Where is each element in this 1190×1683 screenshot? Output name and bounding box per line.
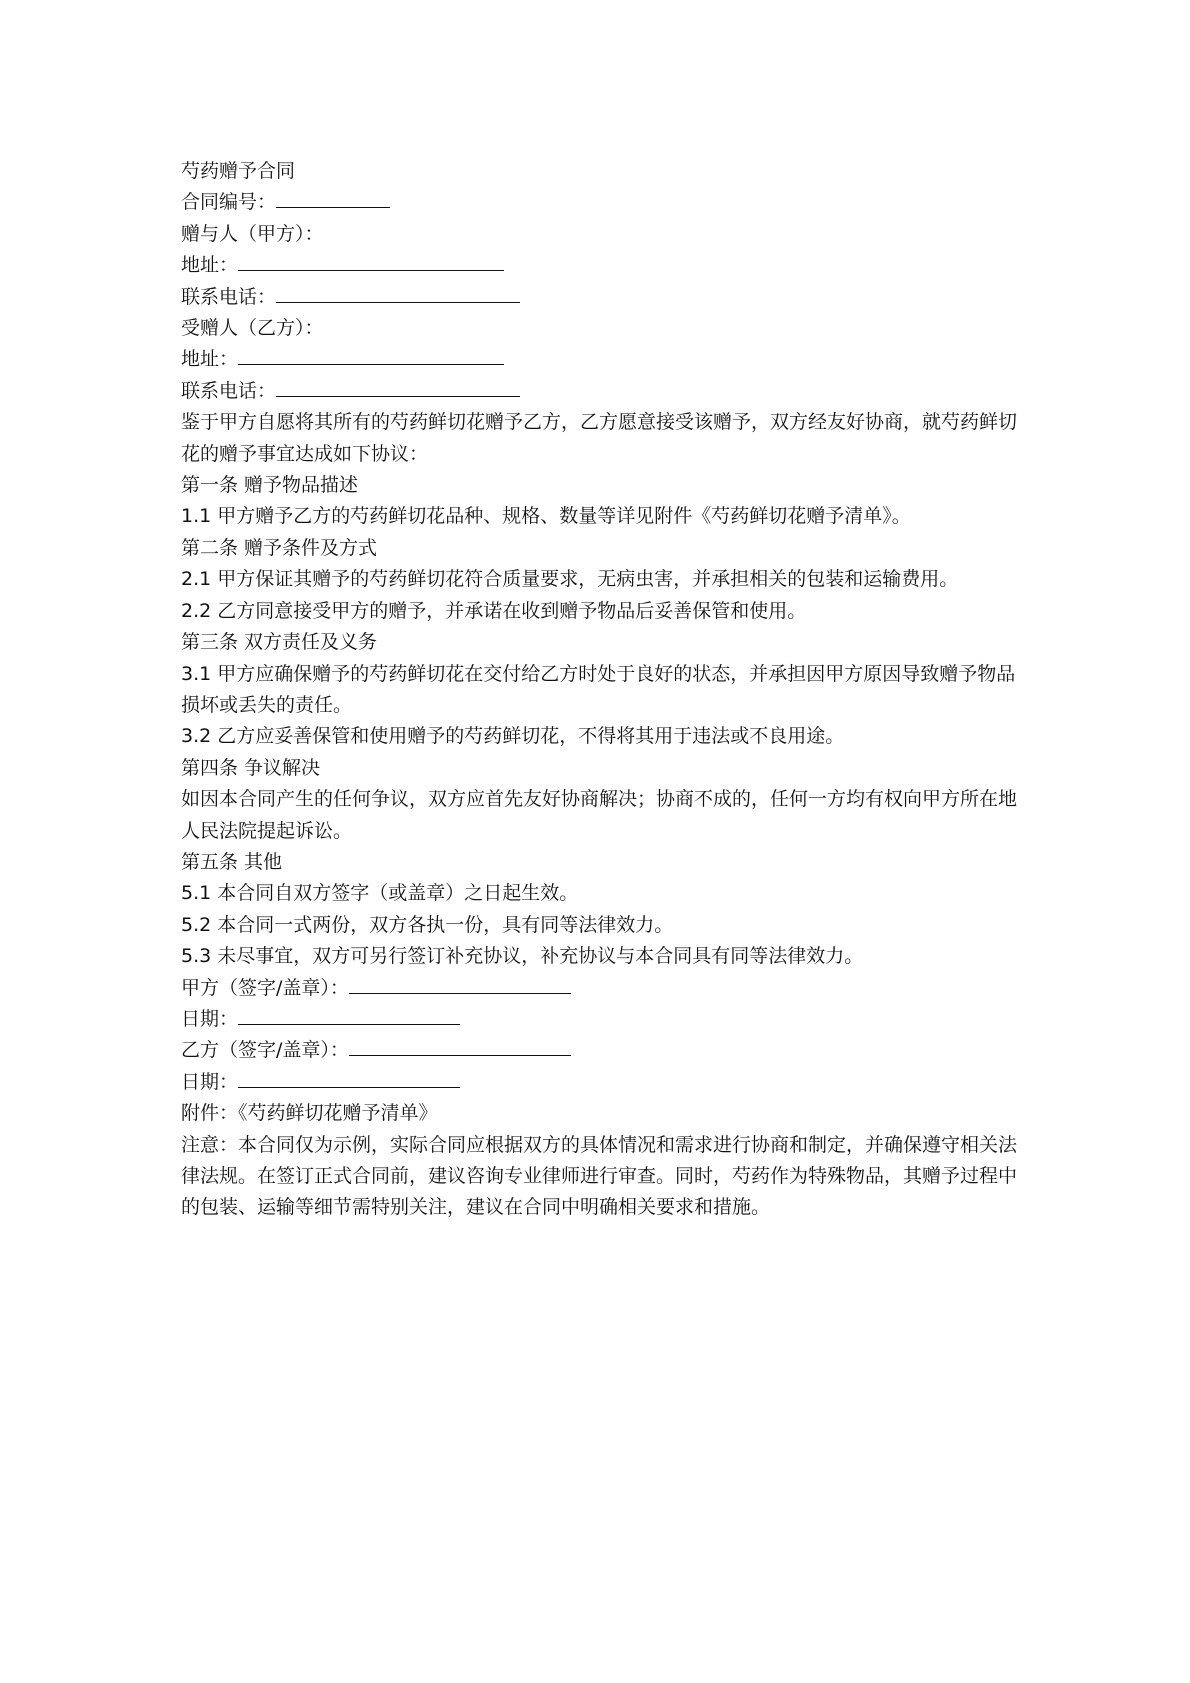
donor-address-row — [181, 250, 1021, 281]
article-1-heading: 第一条 赠予物品描述 — [181, 474, 359, 497]
clause-3-1: 3.1 甲方应确保赠予的芍药鲜切花在交付给乙方时处于良好的状态，并承担因甲方原因导致赠予物品损坏或丢失的责任。 — [181, 662, 1016, 716]
clause-5-2: 5.2 本合同一式两份，双方各执一份，具有同等法律效力。 — [181, 913, 674, 936]
donor-address-blank — [238, 250, 504, 271]
contract-number-blank — [276, 187, 390, 208]
clause-2-1: 2.1 甲方保证其赠予的芍药鲜切花符合质量要求，无病虫害，并承担相关的包装和运输费用。 — [181, 568, 959, 591]
party-a-signature-blank — [349, 973, 571, 994]
attachment-line: 附件：《芍药鲜切花赠予清单》 — [181, 1102, 438, 1125]
party-b-signature-row — [181, 1035, 1021, 1066]
party-b-signature-blank — [349, 1035, 571, 1056]
preamble: 鉴于甲方自愿将其所有的芍药鲜切花赠予乙方，乙方愿意接受该赠予，双方经友好协商，就芍药鲜切花的赠予事宜达成如下协议： — [181, 411, 1018, 465]
party-a-date-blank — [238, 1004, 460, 1025]
party-a-date-label: 日期： — [181, 1007, 239, 1030]
contract-number-label: 合同编号： — [181, 191, 277, 214]
recipient-phone-row — [181, 376, 1021, 407]
donor-address-label: 地址： — [181, 254, 239, 277]
contract-number-row — [181, 187, 1021, 218]
donor-heading: 赠与人（甲方）： — [181, 222, 324, 245]
recipient-address-blank — [238, 344, 504, 365]
party-b-signature-label: 乙方（签字/盖章）： — [181, 1039, 349, 1062]
article-3-heading: 第三条 双方责任及义务 — [181, 631, 378, 654]
clause-4-text: 如因本合同产生的任何争议，双方应首先友好协商解决；协商不成的，任何一方均有权向甲方所在地人民法院提起诉讼。 — [181, 788, 1018, 842]
party-a-date-row — [181, 1004, 1021, 1035]
contract-document — [181, 156, 1021, 1224]
donor-phone-label: 联系电话： — [181, 285, 277, 308]
clause-1-1: 1.1 甲方赠予乙方的芍药鲜切花品种、规格、数量等详见附件《芍药鲜切花赠予清单》。 — [181, 505, 911, 528]
article-4-heading: 第四条 争议解决 — [181, 756, 321, 779]
donor-phone-row — [181, 282, 1021, 313]
party-b-date-blank — [238, 1067, 460, 1088]
recipient-phone-blank — [276, 376, 520, 397]
note-paragraph: 注意：本合同仅为示例，实际合同应根据双方的具体情况和需求进行协商和制定，并确保遵守相关法律法规。在签订正式合同前，建议咨询专业律师进行审查。同时，芍药作为特殊物品，其赠予过程中的包装、运输等细节需特别关注，建议在合同中明确相关要求和措施。 — [181, 1133, 1018, 1219]
recipient-address-row — [181, 344, 1021, 375]
clause-3-2: 3.2 乙方应妥善保管和使用赠予的芍药鲜切花，不得将其用于违法或不良用途。 — [181, 725, 845, 748]
party-b-date-label: 日期： — [181, 1070, 239, 1093]
recipient-heading: 受赠人（乙方）： — [181, 317, 324, 340]
clause-5-3: 5.3 未尽事宜，双方可另行签订补充协议，补充协议与本合同具有同等法律效力。 — [181, 945, 864, 968]
party-a-signature-label: 甲方（签字/盖章）： — [181, 976, 349, 999]
clause-2-2: 2.2 乙方同意接受甲方的赠予，并承诺在收到赠予物品后妥善保管和使用。 — [181, 599, 807, 622]
recipient-phone-label: 联系电话： — [181, 379, 277, 402]
article-2-heading: 第二条 赠予条件及方式 — [181, 536, 378, 559]
recipient-address-label: 地址： — [181, 348, 239, 371]
document-title: 芍药赠予合同 — [181, 160, 296, 182]
article-5-heading: 第五条 其他 — [181, 850, 283, 873]
party-b-date-row — [181, 1067, 1021, 1098]
donor-phone-blank — [276, 282, 520, 303]
party-a-signature-row — [181, 973, 1021, 1004]
clause-5-1: 5.1 本合同自双方签字（或盖章）之日起生效。 — [181, 882, 579, 905]
